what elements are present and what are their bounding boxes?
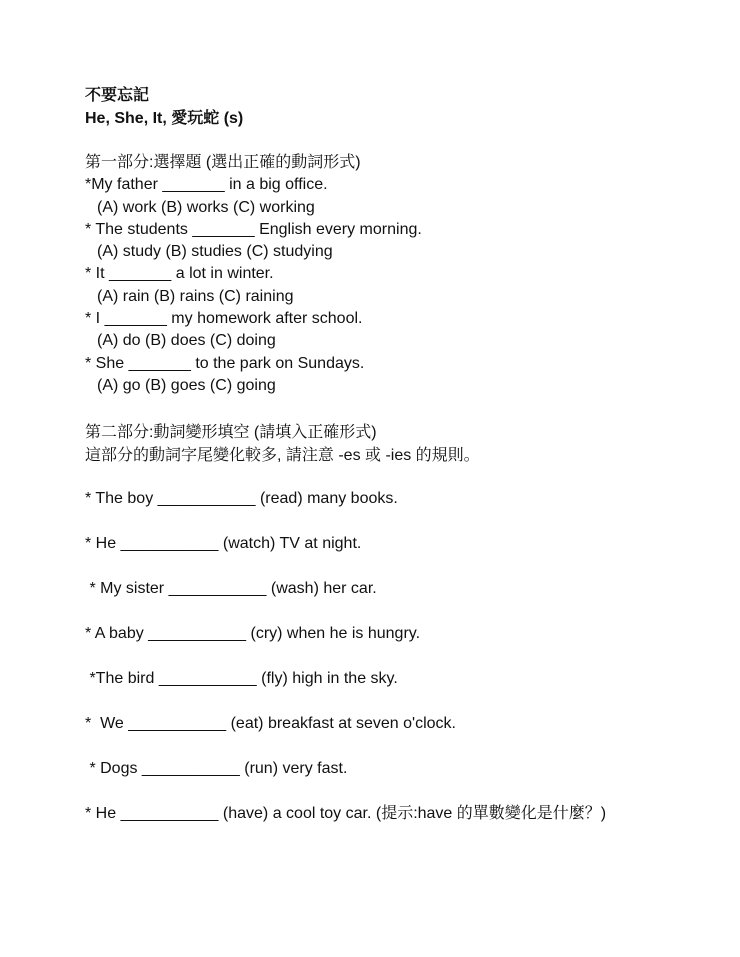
part1-question-options: (A) study (B) studies (C) studying: [97, 243, 333, 261]
part1-question-stem: *My father _______ in a big office.: [85, 176, 328, 194]
part2-item: *The bird ___________ (fly) high in the sky.: [85, 670, 398, 687]
part1-question-options: (A) work (B) works (C) working: [97, 198, 315, 216]
part2-title: 第二部分:動詞變形填空 (請填入正確形式): [85, 424, 377, 441]
part1-question-stem: * I _______ my homework after school.: [85, 310, 363, 328]
part1-question-stem: * It _______ a lot in winter.: [85, 265, 274, 283]
part1-question-options: (A) go (B) goes (C) going: [97, 376, 276, 394]
part2-items: [85, 490, 606, 850]
part2-header: [85, 422, 480, 467]
part1-title: 第一部分:選擇題 (選出正確的動詞形式): [85, 154, 361, 171]
reminder-line-1: 不要忘記: [85, 87, 150, 104]
part1-question-options: (A) do (B) does (C) doing: [97, 332, 276, 350]
part2-note: 這部分的動詞字尾變化較多, 請注意 -es 或 -ies 的規則。: [85, 446, 480, 464]
part2-item: * The boy ___________ (read) many books.: [85, 490, 398, 507]
part1-question-stem: * She _______ to the park on Sundays.: [85, 354, 365, 372]
part2-item: * Dogs ___________ (run) very fast.: [85, 760, 348, 777]
part1-section: [85, 152, 422, 397]
reminder-header: [85, 85, 243, 130]
part1-question-stem: * The students _______ English every morning.: [85, 220, 422, 238]
part1-question-options: (A) rain (B) rains (C) raining: [97, 287, 294, 305]
part2-item: * He ___________ (have) a cool toy car. (提示:have 的單數變化是什麼？): [85, 805, 607, 822]
part2-item: * He ___________ (watch) TV at night.: [85, 535, 362, 552]
part2-item: * A baby ___________ (cry) when he is hungry.: [85, 625, 421, 642]
part2-item: * My sister ___________ (wash) her car.: [85, 580, 377, 597]
part2-item: * We ___________ (eat) breakfast at seven o'clock.: [85, 715, 456, 732]
reminder-line-2: He, She, It, 愛玩蛇 (s): [85, 109, 244, 127]
